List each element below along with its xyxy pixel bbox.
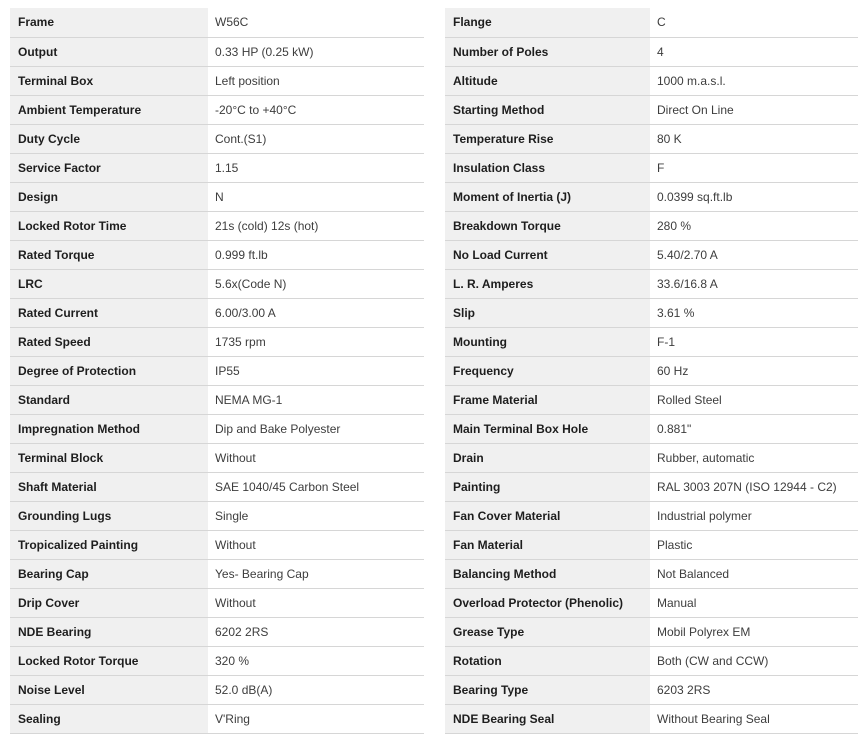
spec-value: 1.15 xyxy=(208,153,424,182)
spec-label: Standard xyxy=(10,385,208,414)
spec-label: Rotation xyxy=(445,646,650,675)
spec-row xyxy=(10,472,424,501)
spec-row xyxy=(445,124,858,153)
spec-label: Starting Method xyxy=(445,95,650,124)
spec-label: Grease Type xyxy=(445,617,650,646)
spec-label: No Load Current xyxy=(445,240,650,269)
spec-row xyxy=(445,501,858,530)
spec-label: Design xyxy=(10,182,208,211)
spec-table-left xyxy=(10,8,424,734)
spec-label: Terminal Box xyxy=(10,66,208,95)
spec-value: 1735 rpm xyxy=(208,327,424,356)
spec-value: F-1 xyxy=(650,327,858,356)
spec-label: Bearing Cap xyxy=(10,559,208,588)
spec-row xyxy=(10,95,424,124)
spec-value: 5.6x(Code N) xyxy=(208,269,424,298)
spec-label: NDE Bearing xyxy=(10,617,208,646)
spec-row xyxy=(445,153,858,182)
spec-value: 3.61 % xyxy=(650,298,858,327)
spec-label: Breakdown Torque xyxy=(445,211,650,240)
spec-label: Locked Rotor Time xyxy=(10,211,208,240)
spec-row xyxy=(445,327,858,356)
spec-label: Rated Current xyxy=(10,298,208,327)
spec-row xyxy=(10,356,424,385)
spec-label: Noise Level xyxy=(10,675,208,704)
spec-value: Without xyxy=(208,588,424,617)
spec-label: Shaft Material xyxy=(10,472,208,501)
spec-label: Terminal Block xyxy=(10,443,208,472)
spec-label: NDE Bearing Seal xyxy=(445,704,650,733)
spec-label: Grounding Lugs xyxy=(10,501,208,530)
spec-value: Dip and Bake Polyester xyxy=(208,414,424,443)
spec-value: 4 xyxy=(650,37,858,66)
spec-row xyxy=(445,211,858,240)
spec-value: Manual xyxy=(650,588,858,617)
spec-row xyxy=(445,240,858,269)
spec-label: Fan Cover Material xyxy=(445,501,650,530)
spec-label: Flange xyxy=(445,8,650,37)
spec-row xyxy=(10,414,424,443)
spec-row xyxy=(445,182,858,211)
spec-label: Temperature Rise xyxy=(445,124,650,153)
spec-label: Fan Material xyxy=(445,530,650,559)
spec-row xyxy=(445,414,858,443)
spec-row xyxy=(445,675,858,704)
spec-row xyxy=(10,704,424,733)
spec-row xyxy=(445,530,858,559)
spec-row xyxy=(10,588,424,617)
spec-row xyxy=(10,298,424,327)
spec-value: 21s (cold) 12s (hot) xyxy=(208,211,424,240)
spec-label: Service Factor xyxy=(10,153,208,182)
spec-label: Locked Rotor Torque xyxy=(10,646,208,675)
spec-value: 80 K xyxy=(650,124,858,153)
spec-value: Left position xyxy=(208,66,424,95)
spec-label: Number of Poles xyxy=(445,37,650,66)
spec-value: Plastic xyxy=(650,530,858,559)
spec-value: SAE 1040/45 Carbon Steel xyxy=(208,472,424,501)
spec-table-left-body xyxy=(10,8,424,733)
spec-value: 6203 2RS xyxy=(650,675,858,704)
spec-value: Cont.(S1) xyxy=(208,124,424,153)
spec-label: Drip Cover xyxy=(10,588,208,617)
spec-row xyxy=(10,240,424,269)
spec-row xyxy=(10,8,424,37)
spec-row xyxy=(10,443,424,472)
spec-value: 60 Hz xyxy=(650,356,858,385)
spec-label: LRC xyxy=(10,269,208,298)
spec-table-right xyxy=(445,8,858,734)
spec-row xyxy=(10,66,424,95)
spec-value: Not Balanced xyxy=(650,559,858,588)
spec-row xyxy=(445,95,858,124)
spec-label: Mounting xyxy=(445,327,650,356)
spec-row xyxy=(10,501,424,530)
spec-row xyxy=(10,385,424,414)
spec-row xyxy=(10,675,424,704)
spec-row xyxy=(10,211,424,240)
spec-row xyxy=(445,559,858,588)
spec-label: Painting xyxy=(445,472,650,501)
spec-row xyxy=(445,617,858,646)
spec-value: 1000 m.a.s.l. xyxy=(650,66,858,95)
spec-value: V'Ring xyxy=(208,704,424,733)
spec-label: Overload Protector (Phenolic) xyxy=(445,588,650,617)
spec-row xyxy=(445,588,858,617)
spec-value: 33.6/16.8 A xyxy=(650,269,858,298)
spec-value: 0.33 HP (0.25 kW) xyxy=(208,37,424,66)
spec-value: RAL 3003 207N (ISO 12944 - C2) xyxy=(650,472,858,501)
spec-row xyxy=(445,269,858,298)
spec-value: 5.40/2.70 A xyxy=(650,240,858,269)
spec-row xyxy=(10,37,424,66)
spec-value: Industrial polymer xyxy=(650,501,858,530)
spec-value: NEMA MG-1 xyxy=(208,385,424,414)
spec-value: Rolled Steel xyxy=(650,385,858,414)
spec-label: Impregnation Method xyxy=(10,414,208,443)
spec-label: Altitude xyxy=(445,66,650,95)
spec-row xyxy=(10,182,424,211)
spec-label: Frame Material xyxy=(445,385,650,414)
spec-label: Moment of Inertia (J) xyxy=(445,182,650,211)
spec-value: 0.999 ft.lb xyxy=(208,240,424,269)
spec-row xyxy=(10,617,424,646)
spec-value: Mobil Polyrex EM xyxy=(650,617,858,646)
spec-value: Without Bearing Seal xyxy=(650,704,858,733)
spec-row xyxy=(445,298,858,327)
spec-value: C xyxy=(650,8,858,37)
spec-value: Both (CW and CCW) xyxy=(650,646,858,675)
spec-row xyxy=(445,8,858,37)
spec-value: Yes- Bearing Cap xyxy=(208,559,424,588)
spec-row xyxy=(445,66,858,95)
spec-row xyxy=(10,153,424,182)
spec-value: N xyxy=(208,182,424,211)
spec-label: Degree of Protection xyxy=(10,356,208,385)
spec-value: Direct On Line xyxy=(650,95,858,124)
spec-label: Main Terminal Box Hole xyxy=(445,414,650,443)
spec-label: Output xyxy=(10,37,208,66)
spec-label: Ambient Temperature xyxy=(10,95,208,124)
spec-row xyxy=(445,356,858,385)
spec-value: Single xyxy=(208,501,424,530)
spec-label: Duty Cycle xyxy=(10,124,208,153)
spec-row xyxy=(10,327,424,356)
spec-value: Without xyxy=(208,530,424,559)
spec-label: Frequency xyxy=(445,356,650,385)
spec-row xyxy=(445,704,858,733)
spec-value: Without xyxy=(208,443,424,472)
spec-table-right-body xyxy=(445,8,858,733)
spec-value: 280 % xyxy=(650,211,858,240)
spec-value: 6.00/3.00 A xyxy=(208,298,424,327)
spec-value: IP55 xyxy=(208,356,424,385)
spec-label: Sealing xyxy=(10,704,208,733)
spec-value: W56C xyxy=(208,8,424,37)
spec-label: Drain xyxy=(445,443,650,472)
spec-value: F xyxy=(650,153,858,182)
spec-label: Rated Speed xyxy=(10,327,208,356)
spec-label: Tropicalized Painting xyxy=(10,530,208,559)
spec-value: 0.0399 sq.ft.lb xyxy=(650,182,858,211)
spec-row xyxy=(445,646,858,675)
spec-label: Balancing Method xyxy=(445,559,650,588)
spec-row xyxy=(10,269,424,298)
spec-label: Frame xyxy=(10,8,208,37)
spec-value: 0.881" xyxy=(650,414,858,443)
spec-row xyxy=(445,443,858,472)
spec-value: 320 % xyxy=(208,646,424,675)
spec-label: Insulation Class xyxy=(445,153,650,182)
spec-label: Bearing Type xyxy=(445,675,650,704)
spec-row xyxy=(10,124,424,153)
spec-row xyxy=(445,385,858,414)
spec-label: Slip xyxy=(445,298,650,327)
spec-value: -20°C to +40°C xyxy=(208,95,424,124)
spec-row xyxy=(10,559,424,588)
spec-row xyxy=(445,37,858,66)
spec-label: L. R. Amperes xyxy=(445,269,650,298)
spec-value: 52.0 dB(A) xyxy=(208,675,424,704)
spec-value: 6202 2RS xyxy=(208,617,424,646)
spec-row xyxy=(445,472,858,501)
spec-row xyxy=(10,646,424,675)
spec-value: Rubber, automatic xyxy=(650,443,858,472)
spec-row xyxy=(10,530,424,559)
spec-label: Rated Torque xyxy=(10,240,208,269)
